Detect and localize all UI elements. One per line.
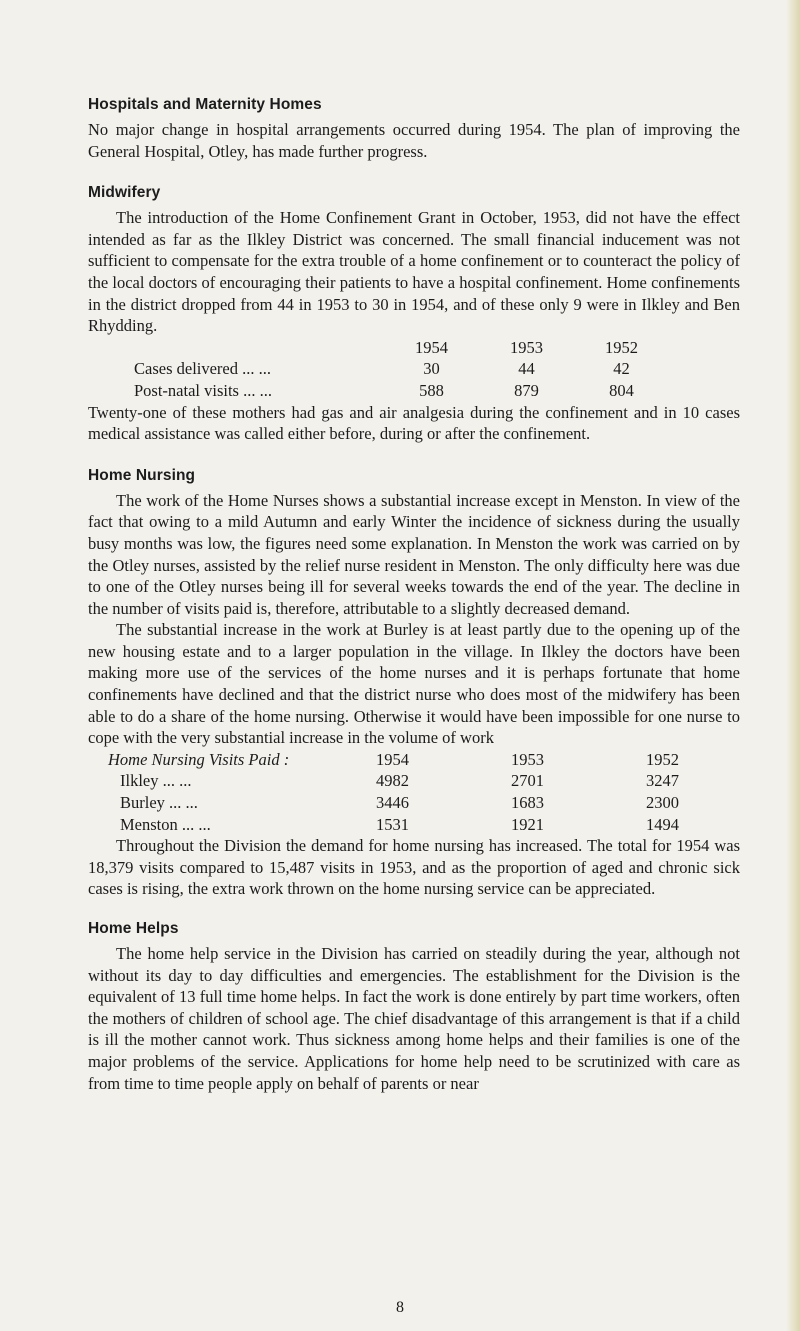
table-title: Home Nursing Visits Paid : [108, 749, 290, 769]
row-label: Post-natal visits ... ... [134, 380, 272, 400]
row-label: Cases delivered ... ... [134, 359, 272, 379]
home-nursing-visits-table [108, 749, 730, 835]
year-header: 1952 [646, 749, 679, 769]
table-cell: 30 [423, 359, 440, 379]
paragraph: The home help service in the Division has carried on steadily during the year, although not without its day to day difficulties and emergencies. The establishment for the Division is the equivalent of 13 full time home helps. In fact the work is done entirely by part time workers, often the mothers of children of school age. The chief disadvantage of this arrangement is that if a child is ill the mother cannot work. Thus sickness among home helps and their families is one of the major problems of the service. Applications for home help need to be scrutinized with care as from time to time people apply on behalf of parents or near [88, 944, 740, 1093]
paragraph: The substantial increase in the work at Burley is at least partly due to the opening up of the new housing estate and to a larger population in the village. In Ilkley the doctors have been making more use of the services of the home nurses and it is perhaps fortunate that home confinements have declined and that the district nurse who does most of the midwifery has been able to do a share of the home nursing. Otherwise it would have been impossible for one nurse to cope with the very substantial increase in the volume of work [88, 620, 740, 748]
section-hospitals [88, 96, 740, 162]
row-label: Burley ... ... [120, 793, 198, 813]
table-cell: 42 [613, 359, 630, 379]
section-home-nursing [88, 467, 740, 900]
page-number: 8 [396, 1299, 404, 1316]
table-cell: 879 [514, 380, 539, 400]
paragraph: No major change in hospital arrangements occurred during 1954. The plan of improving the General Hospital, Otley, has made further progress. [88, 120, 740, 161]
table-row [108, 770, 730, 792]
page-edge-shadow [786, 0, 800, 1331]
table-header-row [134, 337, 669, 359]
midwifery-table [134, 337, 669, 402]
paragraph: The introduction of the Home Confinement Grant in October, 1953, did not have the effect intended as far as the Ilkley District was concerned. The small financial inducement was not sufficient to compensate for the extra trouble of a home confinement or to counteract the policy of the local doctors of encouraging their patients to have a hospital confinement. Home confinements in the district dropped from 44 in 1953 to 30 in 1954, and of these only 9 were in Ilkley and Ben Rhydding. [88, 208, 740, 336]
year-header: 1954 [415, 337, 448, 357]
paragraph: Twenty-one of these mothers had gas and air analgesia during the confinement and in 10 cases medical assistance was called either before, during or after the confinement. [88, 402, 740, 444]
table-cell: 1531 [376, 814, 409, 834]
section-heading: Home Nursing [88, 466, 196, 484]
paragraph: The work of the Home Nurses shows a substantial increase except in Menston. In view of the fact that owing to a mild Autumn and early Winter the incidence of sickness during the usually busy months was low, the figures need some explanation. In Menston the work was carried on by the Otley nurses, assisted by the relief nurse resident in Menston. The only difficulty here was due to one of the Otley nurses being ill for several weeks towards the end of the year. The decline in the number of visits paid is, therefore, attributable to a slightly decreased demand. [88, 490, 740, 618]
section-heading: Midwifery [88, 184, 161, 202]
document-body [88, 96, 740, 1094]
table-cell: 2701 [511, 771, 544, 791]
section-midwifery [88, 184, 740, 445]
table-row [108, 792, 730, 814]
table-row [134, 380, 669, 402]
table-cell: 1494 [646, 814, 679, 834]
table-cell: 1683 [511, 793, 544, 813]
year-header: 1952 [605, 337, 638, 357]
table-cell: 1921 [511, 814, 544, 834]
row-label: Menston ... ... [120, 814, 211, 834]
year-header: 1953 [510, 337, 543, 357]
year-header: 1953 [511, 749, 544, 769]
table-header-row [108, 749, 730, 771]
table-row [134, 358, 669, 380]
row-label: Ilkley ... ... [120, 771, 192, 791]
table-cell: 588 [419, 380, 444, 400]
section-heading: Hospitals and Maternity Homes [88, 96, 322, 113]
table-cell: 804 [609, 380, 634, 400]
table-cell: 3446 [376, 793, 409, 813]
year-header: 1954 [376, 749, 409, 769]
section-heading: Home Helps [88, 920, 179, 937]
table-row [108, 814, 730, 836]
table-cell: 3247 [646, 771, 679, 791]
table-cell: 4982 [376, 771, 409, 791]
section-home-helps [88, 920, 740, 1094]
table-cell: 44 [518, 359, 535, 379]
table-cell: 2300 [646, 793, 679, 813]
paragraph: Throughout the Division the demand for home nursing has increased. The total for 1954 was 18,379 visits compared to 15,487 visits in 1953, and as the proportion of aged and chronic sick cases is rising, the extra work thrown on the home nursing service can be appreciated. [88, 836, 740, 899]
